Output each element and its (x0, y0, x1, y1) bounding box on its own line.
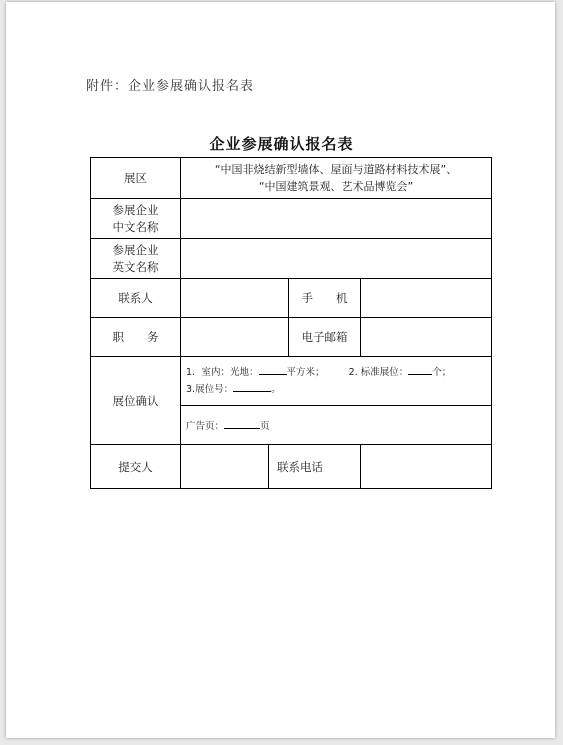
table-row-position (91, 318, 492, 357)
booth-label: 展位确认 (91, 357, 181, 445)
table-row-booth (91, 357, 492, 406)
position-field[interactable] (181, 318, 289, 357)
registration-table (90, 157, 492, 489)
submitter-field[interactable] (181, 445, 269, 489)
booth-line2 (186, 381, 491, 398)
contact-field[interactable] (181, 279, 289, 318)
booth-standard-prefix: 2. 标准展位： (348, 367, 409, 378)
mobile-label: 手 机 (289, 279, 361, 318)
ad-pages-blank[interactable] (224, 418, 260, 429)
mobile-field[interactable] (361, 279, 492, 318)
en-name-label-line1: 参展企业 (112, 242, 159, 257)
booth-standard-blank[interactable] (408, 364, 432, 375)
ad-unit: 页 (260, 421, 270, 432)
table-row-submitter (91, 445, 492, 489)
phone-label: 联系电话 (269, 445, 361, 489)
ad-prefix: 广告页： (186, 421, 225, 432)
booth-line1 (186, 364, 491, 381)
en-name-label (91, 239, 181, 279)
area-value-line2: “中国建筑景观、艺术品博览会” (258, 180, 414, 193)
booth-number-suffix: 。 (271, 384, 281, 395)
booth-indoor-prefix: 1．室内：光地： (186, 367, 259, 378)
area-value (181, 158, 492, 199)
table-row-cn-name (91, 199, 492, 239)
table-row-contact (91, 279, 492, 318)
email-label: 电子邮箱 (289, 318, 361, 357)
cn-name-label-line2: 中文名称 (112, 219, 159, 234)
booth-area-blank[interactable] (259, 364, 287, 375)
submitter-label: 提交人 (91, 445, 181, 489)
booth-indoor-unit: 平方米； (286, 367, 325, 378)
table-row-en-name (91, 239, 492, 279)
position-label: 职 务 (91, 318, 181, 357)
attachment-heading: 附件：企业参展确认报名表 (86, 79, 255, 94)
table-row-area (91, 158, 492, 199)
contact-label: 联系人 (91, 279, 181, 318)
email-field[interactable] (361, 318, 492, 357)
ad-details (181, 406, 492, 445)
booth-number-prefix: 3.展位号： (186, 384, 234, 395)
booth-standard-unit: 个； (432, 367, 452, 378)
cn-name-label (91, 199, 181, 239)
area-label: 展区 (91, 158, 181, 199)
cn-name-field[interactable] (181, 199, 492, 239)
phone-field[interactable] (361, 445, 492, 489)
form-title: 企业参展确认报名表 (209, 135, 354, 153)
en-name-field[interactable] (181, 239, 492, 279)
cn-name-label-line1: 参展企业 (112, 202, 159, 217)
booth-details (181, 357, 492, 406)
booth-number-blank[interactable] (233, 381, 271, 392)
en-name-label-line2: 英文名称 (112, 259, 159, 274)
area-value-line1: “中国非烧结新型墙体、屋面与道路材料技术展”、 (214, 163, 458, 176)
